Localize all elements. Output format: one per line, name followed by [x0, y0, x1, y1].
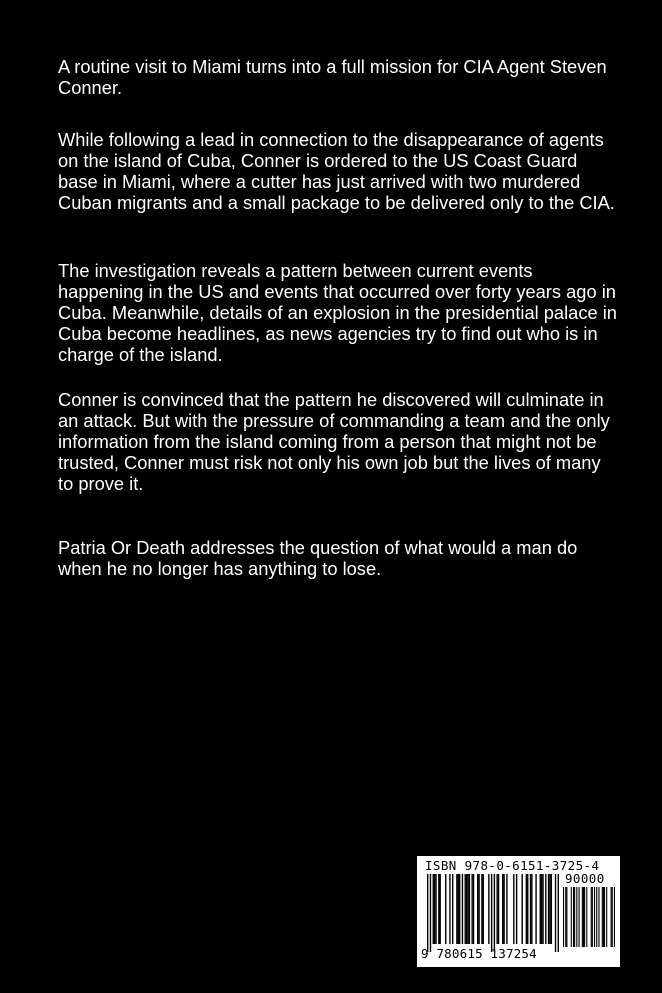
ean13-bar [459, 874, 460, 944]
ean13-bar [465, 874, 466, 944]
ean13-bar [541, 874, 542, 944]
addon-bar [612, 887, 613, 947]
ean13-bar [483, 874, 484, 944]
ean13-bar [506, 874, 507, 944]
ean13-bar [430, 874, 431, 952]
addon-bar [576, 887, 577, 947]
ean13-bar [496, 874, 497, 944]
price-code: 90000 [565, 871, 605, 886]
addon-bar [592, 887, 593, 947]
ean13-bar [481, 874, 482, 944]
addon-bar [573, 887, 574, 947]
addon-bar [591, 887, 592, 947]
ean13-bar [434, 874, 435, 944]
ean13-bar [498, 874, 499, 944]
addon-bar [583, 887, 584, 947]
ean13-bar [527, 874, 528, 944]
addon-bar [563, 887, 564, 947]
ean13-bar [458, 874, 459, 944]
addon-bar [586, 887, 587, 947]
addon-bar [603, 887, 604, 947]
addon-bar [614, 887, 615, 947]
ean13-bar [456, 874, 457, 944]
ean13-bar [558, 874, 559, 952]
isbn-barcode [417, 856, 620, 967]
ean13-bar [513, 874, 514, 944]
addon-bar [584, 887, 585, 947]
addon-bar [596, 887, 597, 947]
ean13-bar [488, 874, 489, 944]
addon-bar [571, 887, 572, 947]
ean13-bar [466, 874, 467, 944]
blurb-paragraph-1: A routine visit to Miami turns into a full mission for CIA Agent Steven Conner. [58, 56, 607, 98]
addon-bar [611, 887, 612, 947]
ean13-bar [542, 874, 543, 944]
ean13-bar [548, 874, 549, 944]
addon-bar [598, 887, 599, 947]
price-addon-bars [563, 887, 615, 947]
ean13-bar [531, 874, 532, 944]
ean13-bar [535, 874, 536, 944]
ean13-bar [435, 874, 436, 944]
addon-bar [574, 887, 575, 947]
ean13-bar [521, 874, 522, 944]
ean13-bar [551, 874, 552, 944]
ean13-bar [555, 874, 556, 952]
blurb-paragraph-4: Conner is convinced that the pattern he discovered will culminate in an attack. But with the pressure of commanding a team and the only information from the island coming from a person that might not be trusted, Conner must risk not only his own job but the lives of many to prove it. [58, 389, 610, 494]
ean13-bar [473, 874, 474, 944]
ean13-bar [471, 874, 472, 944]
ean13-bars [427, 874, 559, 954]
ean13-bar [478, 874, 479, 944]
ean13-bar [449, 874, 450, 944]
ean13-bar [462, 874, 463, 944]
addon-bar [604, 887, 605, 947]
addon-bar [594, 887, 595, 947]
ean13-bar [526, 874, 527, 944]
ean13-bar [438, 874, 439, 944]
ean13-bar [540, 874, 541, 944]
blurb-paragraph-5: Patria Or Death addresses the question of what would a man do when he no longer has anything to lose. [58, 537, 578, 579]
ean13-bar [445, 874, 446, 944]
ean13-bar [469, 874, 470, 944]
ean13-bar [433, 874, 434, 944]
ean13-bar [503, 874, 504, 944]
ean13-bar [467, 874, 468, 944]
addon-bar [566, 887, 567, 947]
ean13-bar [491, 874, 492, 952]
blurb-paragraph-3: The investigation reveals a pattern between current events happening in the US and events that occurred over forty years ago in Cuba. Meanwhile, details of an explosion in the presidential palace in Cuba become headlines, as news agencies try to find out who is in charge of the island. [58, 260, 617, 365]
ean13-bar [452, 874, 453, 944]
ean13-bar [545, 874, 546, 944]
ean13-bar [494, 874, 495, 952]
addon-bar [606, 887, 607, 947]
addon-bar [582, 887, 583, 947]
ean13-bar [427, 874, 428, 952]
addon-bar [565, 887, 566, 947]
ean13-bar [502, 874, 503, 944]
ean13-bar [440, 874, 441, 944]
isbn-label: ISBN 978-0-6151-3725-4 [425, 858, 600, 873]
ean13-bar [549, 874, 550, 944]
ean-digits: 9 780615 137254 [421, 946, 537, 961]
addon-bar [578, 887, 579, 947]
ean13-bar [516, 874, 517, 944]
addon-bar [602, 887, 603, 947]
blurb-paragraph-2: While following a lead in connection to the disappearance of agents on the island of Cuba, Conner is ordered to the US Coast Guard base in Miami, where a cutter has just arrived with two murdered Cuban migrants and a small package to be delivered only to the CIA. [58, 129, 615, 213]
ean13-bar [477, 874, 478, 944]
ean13-bar [530, 874, 531, 944]
